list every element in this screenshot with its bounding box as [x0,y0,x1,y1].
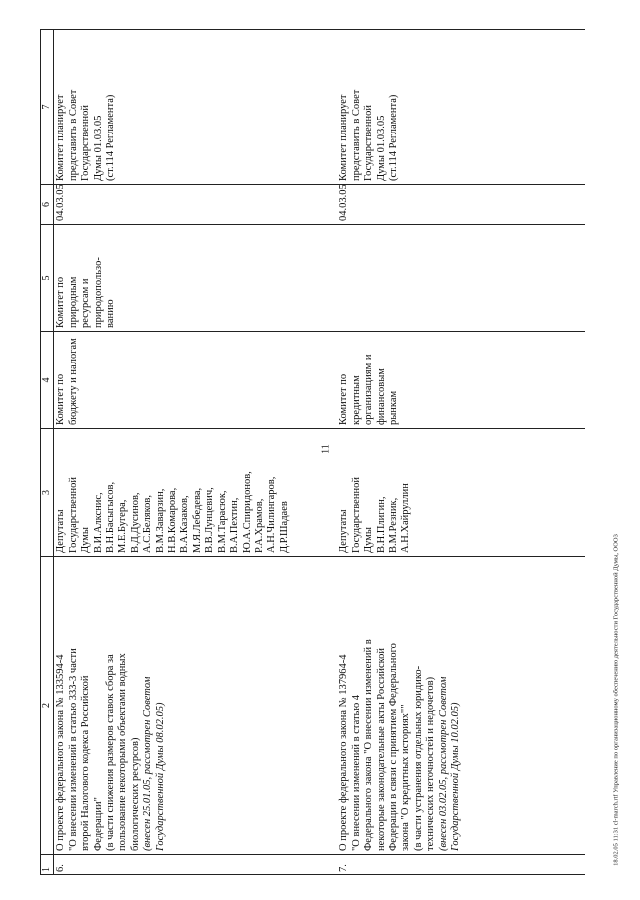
bill-title-cell [337,557,585,855]
co-committee-line: ванию [105,299,117,328]
column-number: 6 [41,185,54,225]
bill-title-line: (в части устранения отдельных юридико- [412,665,424,851]
table-row [337,30,585,875]
bill-title-line: пользование некоторыми объектами водных [117,653,129,851]
column-number-row [41,30,54,875]
date-value: 04.03.05 [55,184,67,221]
committee-cell [337,332,585,429]
author-line: В.М.Заварзин, [154,488,166,553]
plan-cell [337,30,585,185]
date-cell [337,185,585,225]
co-committee-line: ресурсам и [80,278,92,328]
column-number: 7 [41,30,54,185]
co-committee-line: природным [67,276,79,328]
footer-note: 18.02.05 11:31 cl-march.rtf Управление по организационному обеспечению деятельности Государственной Думы, ООО3 [612,534,620,866]
bill-title-cell [54,557,338,855]
authors-cell [337,429,585,557]
committee-line: Комитет по [338,373,350,425]
row-number-cell [337,855,585,875]
column-number: 4 [41,332,54,429]
column-number: 5 [41,225,54,332]
bill-title-line: второй Налогового кодекса Российской [80,675,92,851]
author-line: В.М.Тарасюк, [216,490,228,553]
author-line: Депутаты [338,509,350,553]
author-line: Думы [80,527,92,553]
table-row [54,30,338,875]
plan-line: представить в Совет [350,89,362,181]
page-number: 11 [320,444,332,454]
committee-line: кредитным [350,375,362,425]
committee-line: организациям и [363,354,375,425]
row-number: 6. [55,864,67,872]
committee-line: Комитет по [55,373,67,425]
author-line: В.М.Резник, [388,497,400,553]
author-line: Думы [363,527,375,553]
co-committee-cell [337,225,585,332]
author-line: А.Н.Чилингаров, [266,476,278,553]
bill-title-line: "О внесении изменений в статью 4 [350,694,362,851]
bill-title-line: биологических ресурсов) [129,737,141,851]
bill-title-line: Федерации в связи с принятием Федерального [388,643,400,851]
plan-line: Комитет планирует [338,94,350,181]
bill-note-line: Государственной Думы 08.02.05) [154,702,166,851]
author-line: М.Я.Лебедева, [191,487,203,553]
plan-line: (ст.114 Регламента) [105,94,117,181]
date-value: 04.03.05 [338,184,350,221]
author-line: А.Н.Хайруллин [400,483,412,553]
author-line: В.Н.Плигин, [375,496,387,553]
row-number: 7. [338,864,350,872]
plan-line: Думы 01.03.05 [375,115,387,181]
author-line: Ю.А.Спиридонов, [241,471,253,553]
author-line: В.В.Лунцевич, [204,487,216,553]
plan-line: Комитет планирует [55,94,67,181]
bill-title-line: "О внесении изменений в статью 333-3 части [67,648,79,851]
column-number: 3 [41,429,54,557]
bill-title-line: закона "О кредитных историях"" [400,704,412,851]
co-committee-line: Комитет по [55,276,67,328]
bill-note-line: Государственной Думы 10.02.05) [450,702,462,851]
bill-title-line: Федерации" [92,797,104,851]
bill-title-line: О проекте федерального закона № 133594-4 [55,654,67,851]
author-line: Р.А.Храмов, [253,498,265,553]
author-line: В.Д.Дусинов, [129,492,141,553]
author-line: Государственной [350,477,362,553]
author-line: Государственной [67,477,79,553]
committee-line: рынкам [388,390,400,425]
bill-note-line: (внесен 03.02.05, рассмотрен Советом [437,676,449,851]
plan-line: представить в Совет [67,89,79,181]
plan-line: Государственной [363,105,375,181]
bill-title-line: (в части снижения размеров ставок сбора за [105,654,117,851]
date-cell [54,185,338,225]
bill-note-line: (внесен 25.01.05, рассмотрен Советом [142,676,154,851]
bill-title-line: Федерального закона "О внесении изменений в [363,639,375,851]
authors-cell [54,429,338,557]
committee-line: бюджету и налогам [67,338,79,425]
author-line: В.И.Алкснис, [92,492,104,553]
bill-title-line: некоторые законодательные акты Российской [375,647,387,851]
author-line: Депутаты [55,509,67,553]
bill-title-line: технических неточностей и недочетов) [425,676,437,851]
bill-title-line: О проекте федерального закона № 137964-4 [338,654,350,851]
committee-cell [54,332,338,429]
author-line: В.А.Пехтин, [229,497,241,553]
co-committee-cell [54,225,338,332]
author-line: А.С.Беляков, [142,495,154,553]
column-number: 1 [41,855,54,875]
author-line: М.Е.Бугера, [117,499,129,553]
author-line: В.А.Казаков, [179,495,191,553]
author-line: В.Н.Басыгысов, [105,481,117,553]
row-number-cell [54,855,338,875]
co-committee-line: природопользо- [92,257,104,328]
author-line: Д.Р.Шадаев [278,501,290,553]
column-number: 2 [41,557,54,855]
plan-cell [54,30,338,185]
committee-line: финансовым [375,368,387,425]
document-table-wrapper [40,30,600,875]
plan-line: Думы 01.03.05 [92,115,104,181]
author-line: Н.В.Комарова, [167,487,179,553]
plan-line: Государственной [80,105,92,181]
bills-table [40,29,585,875]
plan-line: (ст.114 Регламента) [388,94,400,181]
